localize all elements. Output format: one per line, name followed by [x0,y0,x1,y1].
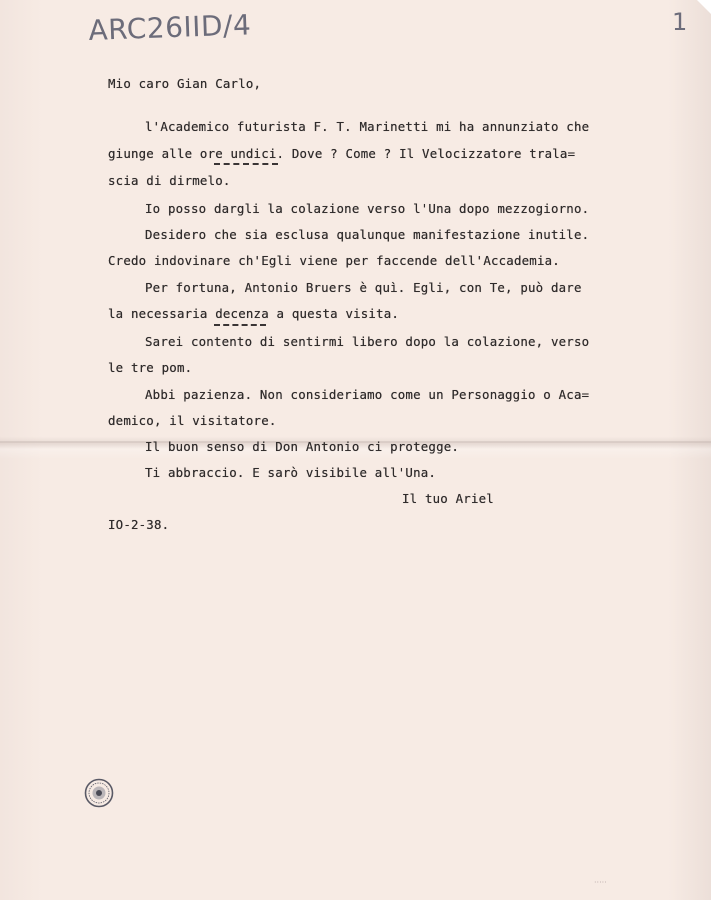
letter-line: la necessaria decenza a questa visita. [108,306,400,321]
letter-line: l'Academico futurista F. T. Marinetti mi ha annunziato che [145,119,590,134]
salutation: Mio caro Gian Carlo, [108,76,262,91]
letter-date: IO-2-38. [108,517,170,532]
letter-line: Sarei contento di sentirmi libero dopo la colazione, verso [145,334,590,349]
letter-line: Il buon senso di Don Antonio ci protegge. [145,439,460,454]
letter-line: Credo indovinare ch'Egli viene per faccende dell'Accademia. [108,253,560,268]
underline-mark [214,324,266,326]
letter-line: scia di dirmelo. [108,173,231,188]
page-number: 1 [672,8,688,36]
letter-line: Abbi pazienza. Non consideriamo come un Personaggio o Aca= [145,387,590,402]
letter-line: Io posso dargli la colazione verso l'Una dopo mezzogiorno. [145,201,590,216]
letter-line: Ti abbraccio. E sarò visibile all'Una. [145,465,437,480]
library-stamp-icon [84,778,114,808]
signature: Il tuo Ariel [402,491,494,506]
archive-reference: ARC26IID/4 [88,8,252,47]
folded-corner [697,0,711,14]
pencil-mark: ····· [594,878,607,887]
letter-line: Per fortuna, Antonio Bruers è quì. Egli, con Te, può dare [145,280,582,295]
letter-line: le tre pom. [108,360,193,375]
underline-mark [214,163,278,165]
letter-line: giunge alle ore undici. Dove ? Come ? Il Velocizzatore trala= [108,146,576,161]
letter-line: Desidero che sia esclusa qualunque manifestazione inutile. [145,227,590,242]
letter-line: demico, il visitatore. [108,413,277,428]
